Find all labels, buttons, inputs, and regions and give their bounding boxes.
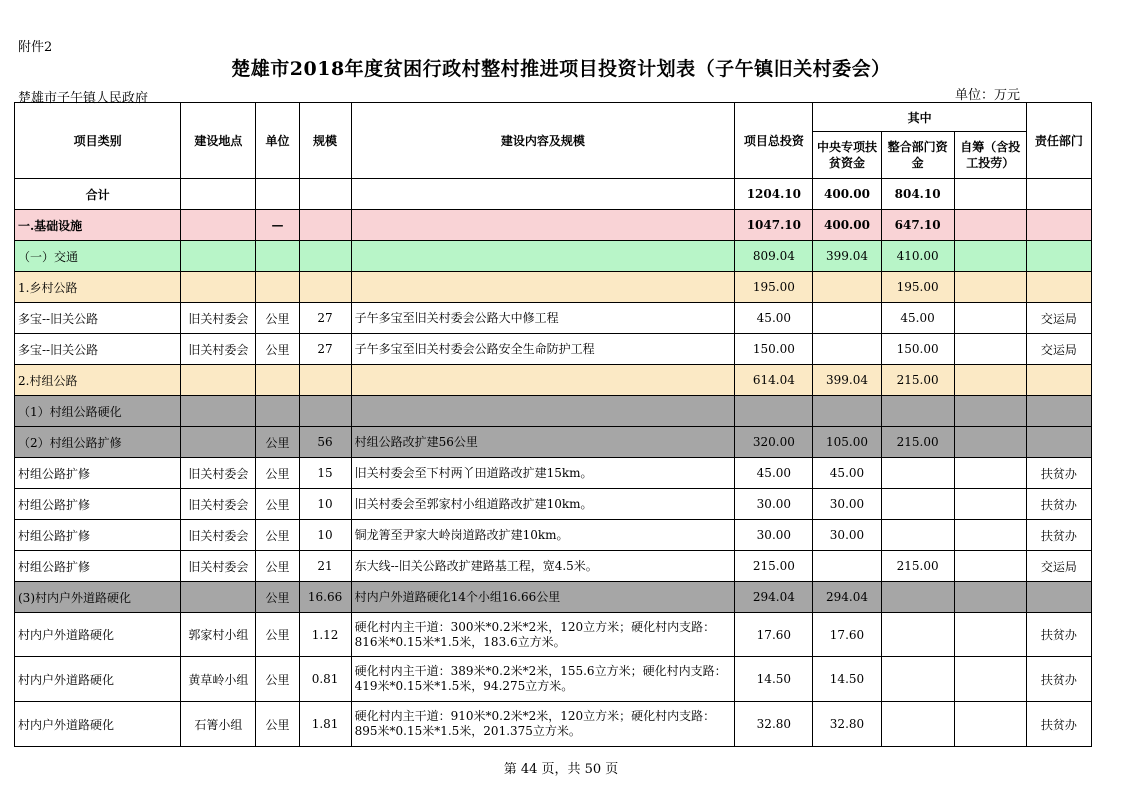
cell-scale: 10	[299, 520, 351, 551]
cell-self	[954, 272, 1026, 303]
table-row	[15, 582, 1092, 613]
cell-category: 村组公路扩修	[15, 520, 181, 551]
cell-integrated	[881, 489, 954, 520]
cell-category: （1）村组公路硬化	[15, 396, 181, 427]
cell-central: 14.50	[813, 657, 881, 702]
cell-unit	[256, 396, 299, 427]
cell-total: 1047.10	[735, 210, 813, 241]
cell-location	[181, 396, 256, 427]
table-row	[15, 702, 1092, 747]
cell-category: 村组公路扩修	[15, 551, 181, 582]
cell-scale: 27	[299, 303, 351, 334]
cell-content	[351, 272, 735, 303]
cell-integrated: 215.00	[881, 427, 954, 458]
cell-content: 东大线--旧关公路改扩建路基工程，宽4.5米。	[351, 551, 735, 582]
cell-total: 32.80	[735, 702, 813, 747]
cell-integrated	[881, 702, 954, 747]
cell-dept: 扶贫办	[1026, 489, 1091, 520]
table-row	[15, 396, 1092, 427]
cell-dept	[1026, 365, 1091, 396]
investment-plan-table	[14, 102, 1092, 747]
cell-total: 14.50	[735, 657, 813, 702]
cell-category: 村组公路扩修	[15, 489, 181, 520]
cell-integrated	[881, 458, 954, 489]
cell-content: 村内户外道路硬化14个小组16.66公里	[351, 582, 735, 613]
cell-central: 105.00	[813, 427, 881, 458]
cell-central	[813, 272, 881, 303]
cell-total: 150.00	[735, 334, 813, 365]
cell-dept: 交运局	[1026, 551, 1091, 582]
cell-category: 村内户外道路硬化	[15, 657, 181, 702]
cell-location	[181, 365, 256, 396]
table-row	[15, 210, 1092, 241]
cell-content: 硬化村内主干道：389米*0.2米*2米，155.6立方米；硬化村内支路：419米*0.15米*1.5米，94.275立方米。	[351, 657, 735, 702]
cell-total: 30.00	[735, 489, 813, 520]
cell-dept	[1026, 582, 1091, 613]
cell-dept: 扶贫办	[1026, 613, 1091, 657]
cell-content: 子午多宝至旧关村委会公路大中修工程	[351, 303, 735, 334]
cell-total: 215.00	[735, 551, 813, 582]
cell-category: 多宝--旧关公路	[15, 334, 181, 365]
cell-total: 30.00	[735, 520, 813, 551]
cell-unit: 公里	[256, 551, 299, 582]
cell-central: 17.60	[813, 613, 881, 657]
cell-central	[813, 334, 881, 365]
cell-location	[181, 272, 256, 303]
cell-content: 子午多宝至旧关村委会公路安全生命防护工程	[351, 334, 735, 365]
cell-scale: 21	[299, 551, 351, 582]
page-footer: 第 44 页，共 50 页	[503, 762, 619, 777]
cell-category: （一）交通	[15, 241, 181, 272]
cell-scale	[299, 179, 351, 210]
cell-self	[954, 582, 1026, 613]
cell-central: 399.04	[813, 365, 881, 396]
cell-category: 多宝--旧关公路	[15, 303, 181, 334]
cell-location: 旧关村委会	[181, 551, 256, 582]
cell-scale	[299, 210, 351, 241]
table-row	[15, 427, 1092, 458]
cell-self	[954, 702, 1026, 747]
header-content: 建设内容及规模	[351, 103, 735, 179]
cell-dept	[1026, 427, 1091, 458]
cell-unit	[256, 179, 299, 210]
cell-integrated	[881, 520, 954, 551]
table-row	[15, 241, 1092, 272]
cell-self	[954, 334, 1026, 365]
cell-dept	[1026, 241, 1091, 272]
cell-category: 村组公路扩修	[15, 458, 181, 489]
cell-content: 铜龙箐至尹家大岭岗道路改扩建10km。	[351, 520, 735, 551]
cell-scale: 10	[299, 489, 351, 520]
cell-total: 45.00	[735, 303, 813, 334]
cell-total: 294.04	[735, 582, 813, 613]
cell-integrated	[881, 396, 954, 427]
header-category: 项目类别	[15, 103, 181, 179]
cell-dept	[1026, 179, 1091, 210]
cell-scale: 15	[299, 458, 351, 489]
cell-unit: 公里	[256, 520, 299, 551]
cell-location	[181, 427, 256, 458]
header-dept: 责任部门	[1026, 103, 1091, 179]
cell-self	[954, 489, 1026, 520]
cell-location: 旧关村委会	[181, 334, 256, 365]
cell-dept: 扶贫办	[1026, 702, 1091, 747]
cell-content	[351, 365, 735, 396]
cell-unit: 公里	[256, 582, 299, 613]
cell-scale: 0.81	[299, 657, 351, 702]
cell-self	[954, 210, 1026, 241]
table-row	[15, 303, 1092, 334]
cell-total: 195.00	[735, 272, 813, 303]
table-row	[15, 334, 1092, 365]
cell-location: 旧关村委会	[181, 458, 256, 489]
cell-category: 村内户外道路硬化	[15, 702, 181, 747]
table-row	[15, 272, 1092, 303]
cell-content: 村组公路改扩建56公里	[351, 427, 735, 458]
cell-central: 30.00	[813, 489, 881, 520]
cell-dept: 交运局	[1026, 303, 1091, 334]
cell-dept: 扶贫办	[1026, 458, 1091, 489]
header-unit: 单位	[256, 103, 299, 179]
cell-unit: 公里	[256, 334, 299, 365]
unit-label: 单位：万元	[955, 88, 1021, 103]
cell-category: (3)村内户外道路硬化	[15, 582, 181, 613]
cell-central	[813, 303, 881, 334]
table-row	[15, 551, 1092, 582]
cell-scale	[299, 365, 351, 396]
cell-total: 809.04	[735, 241, 813, 272]
table-row	[15, 179, 1092, 210]
cell-scale	[299, 241, 351, 272]
cell-central	[813, 551, 881, 582]
cell-integrated: 410.00	[881, 241, 954, 272]
cell-total: 45.00	[735, 458, 813, 489]
cell-content	[351, 241, 735, 272]
cell-location: 旧关村委会	[181, 489, 256, 520]
cell-unit: 公里	[256, 303, 299, 334]
header-total: 项目总投资	[735, 103, 813, 179]
cell-self	[954, 551, 1026, 582]
cell-location	[181, 179, 256, 210]
table-row	[15, 613, 1092, 657]
table-row	[15, 458, 1092, 489]
cell-category: 1.乡村公路	[15, 272, 181, 303]
cell-unit: 公里	[256, 489, 299, 520]
cell-self	[954, 427, 1026, 458]
header-central: 中央专项扶贫资金	[813, 132, 881, 179]
cell-content	[351, 210, 735, 241]
table-body	[15, 179, 1092, 747]
header-scale: 规模	[299, 103, 351, 179]
cell-central: 400.00	[813, 210, 881, 241]
table-row	[15, 657, 1092, 702]
cell-self	[954, 657, 1026, 702]
page-title: 楚雄市2018年度贫困行政村整村推进项目投资计划表（子午镇旧关村委会）	[231, 58, 891, 80]
cell-scale: 1.81	[299, 702, 351, 747]
cell-location: 黄草岭小组	[181, 657, 256, 702]
cell-location: 石箐小组	[181, 702, 256, 747]
cell-unit: 公里	[256, 702, 299, 747]
table-row	[15, 365, 1092, 396]
cell-integrated: 215.00	[881, 551, 954, 582]
cell-content: 旧关村委会至郭家村小组道路改扩建10km。	[351, 489, 735, 520]
cell-self	[954, 396, 1026, 427]
cell-central: 32.80	[813, 702, 881, 747]
cell-central	[813, 396, 881, 427]
cell-category: （2）村组公路扩修	[15, 427, 181, 458]
cell-dept: 交运局	[1026, 334, 1091, 365]
cell-integrated: 804.10	[881, 179, 954, 210]
cell-total: 17.60	[735, 613, 813, 657]
cell-integrated: 647.10	[881, 210, 954, 241]
cell-self	[954, 458, 1026, 489]
cell-total: 320.00	[735, 427, 813, 458]
cell-integrated	[881, 613, 954, 657]
cell-unit	[256, 272, 299, 303]
attachment-label: 附件2	[18, 40, 53, 55]
cell-location	[181, 582, 256, 613]
cell-dept	[1026, 210, 1091, 241]
cell-total: 1204.10	[735, 179, 813, 210]
cell-total	[735, 396, 813, 427]
cell-central: 399.04	[813, 241, 881, 272]
cell-unit	[256, 241, 299, 272]
cell-integrated	[881, 657, 954, 702]
cell-integrated	[881, 582, 954, 613]
cell-category: 一.基础设施	[15, 210, 181, 241]
cell-unit	[256, 365, 299, 396]
cell-self	[954, 179, 1026, 210]
cell-content: 旧关村委会至下村两丫田道路改扩建15km。	[351, 458, 735, 489]
cell-scale: 16.66	[299, 582, 351, 613]
cell-content	[351, 396, 735, 427]
cell-unit: —	[256, 210, 299, 241]
cell-dept: 扶贫办	[1026, 657, 1091, 702]
cell-scale	[299, 396, 351, 427]
cell-scale: 27	[299, 334, 351, 365]
cell-self	[954, 365, 1026, 396]
cell-location: 旧关村委会	[181, 303, 256, 334]
cell-dept: 扶贫办	[1026, 520, 1091, 551]
cell-self	[954, 520, 1026, 551]
cell-integrated: 215.00	[881, 365, 954, 396]
cell-self	[954, 303, 1026, 334]
cell-dept	[1026, 272, 1091, 303]
cell-location	[181, 241, 256, 272]
cell-central: 294.04	[813, 582, 881, 613]
cell-location: 旧关村委会	[181, 520, 256, 551]
cell-content: 硬化村内主干道：300米*0.2米*2米，120立方米；硬化村内支路：816米*0.15米*1.5米，183.6立方米。	[351, 613, 735, 657]
cell-scale: 1.12	[299, 613, 351, 657]
header-among: 其中	[813, 103, 1026, 132]
cell-location: 郭家村小组	[181, 613, 256, 657]
cell-scale: 56	[299, 427, 351, 458]
cell-category: 村内户外道路硬化	[15, 613, 181, 657]
cell-self	[954, 241, 1026, 272]
organization-name: 楚雄市子午镇人民政府	[18, 91, 149, 106]
cell-unit: 公里	[256, 458, 299, 489]
cell-content: 硬化村内主干道：910米*0.2米*2米，120立方米；硬化村内支路：895米*0.15米*1.5米，201.375立方米。	[351, 702, 735, 747]
cell-central: 30.00	[813, 520, 881, 551]
header-location: 建设地点	[181, 103, 256, 179]
cell-central: 400.00	[813, 179, 881, 210]
cell-unit: 公里	[256, 613, 299, 657]
cell-dept	[1026, 396, 1091, 427]
cell-total: 614.04	[735, 365, 813, 396]
cell-self	[954, 613, 1026, 657]
cell-integrated: 45.00	[881, 303, 954, 334]
cell-category: 2.村组公路	[15, 365, 181, 396]
cell-integrated: 195.00	[881, 272, 954, 303]
cell-scale	[299, 272, 351, 303]
cell-unit: 公里	[256, 657, 299, 702]
cell-content	[351, 179, 735, 210]
table-row	[15, 520, 1092, 551]
cell-integrated: 150.00	[881, 334, 954, 365]
header-integrated: 整合部门资金	[881, 132, 954, 179]
table-row	[15, 489, 1092, 520]
cell-location	[181, 210, 256, 241]
cell-category: 合计	[15, 179, 181, 210]
cell-central: 45.00	[813, 458, 881, 489]
cell-unit: 公里	[256, 427, 299, 458]
header-self: 自筹（含投工投劳）	[954, 132, 1026, 179]
